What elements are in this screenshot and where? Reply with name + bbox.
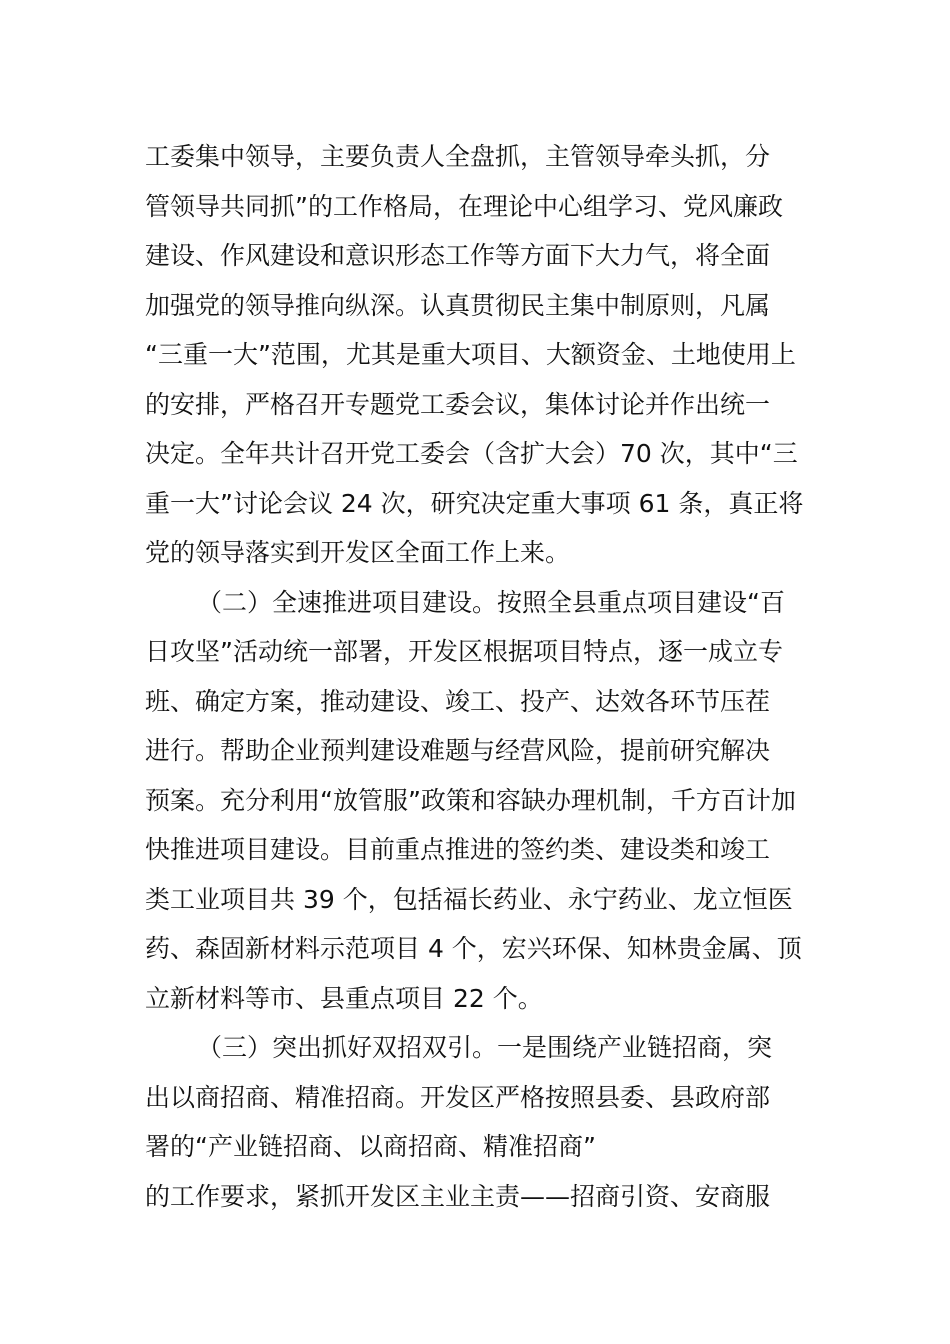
text-line: 类工业项目共 39 个，包括福长药业、永宁药业、龙立恒医 [145,884,793,914]
text-line: 决定。全年共计召开党工委会（含扩大会）70 次，其中“三 [145,439,798,468]
text-line: 工委集中领导，主要负责人全盘抓，主管领导牵头抓，分 [145,142,771,171]
text-line: 加强党的领导推向纵深。认真贯彻民主集中制原则，凡属 [145,290,771,320]
text-line: 班、确定方案，推动建设、竣工、投产、达效各环节压茬 [145,686,771,716]
text-line: 立新材料等市、县重点项目 22 个。 [145,983,543,1013]
text-line: 出以商招商、精准招商。开发区严格按照县委、县政府部 [145,1082,771,1112]
body-text [145,132,815,1221]
text-line: “三重一大”范围，尤其是重大项目、大额资金、土地使用上 [145,340,796,369]
text-line: 预案。充分利用“放管服”政策和容缺办理机制，千方百计加 [145,785,796,815]
text-line: 药、森固新材料示范项目 4 个，宏兴环保、知林贵金属、顶 [145,934,802,963]
text-line: 署的“产业链招商、以商招商、精准招商” [145,1132,596,1161]
text-line: 的工作要求，紧抓开发区主业主责——招商引资、安商服 [145,1181,771,1211]
text-line: 进行。帮助企业预判建设难题与经营风险，提前研究解决 [145,736,771,765]
text-line: 重一大”讨论会议 24 次，研究决定重大事项 61 条，真正将 [145,488,804,518]
text-line: 建设、作风建设和意识形态工作等方面下大力气，将全面 [145,241,771,270]
section-heading-line: （二）全速推进项目建设。按照全县重点项目建设“百 [197,587,785,617]
text-line: 党的领导落实到开发区全面工作上来。 [145,538,571,567]
text-line: 日攻坚”活动统一部署，开发区根据项目特点，逐一成立专 [145,637,783,666]
text-line: 快推进项目建设。目前重点推进的签约类、建设类和竣工 [145,835,771,864]
text-line: 的安排，严格召开专题党工委会议，集体讨论并作出统一 [145,389,771,419]
text-line: 管领导共同抓”的工作格局，在理论中心组学习、党风廉政 [145,191,783,221]
section-heading-line: （三）突出抓好双招双引。一是围绕产业链招商，突 [197,1033,773,1062]
